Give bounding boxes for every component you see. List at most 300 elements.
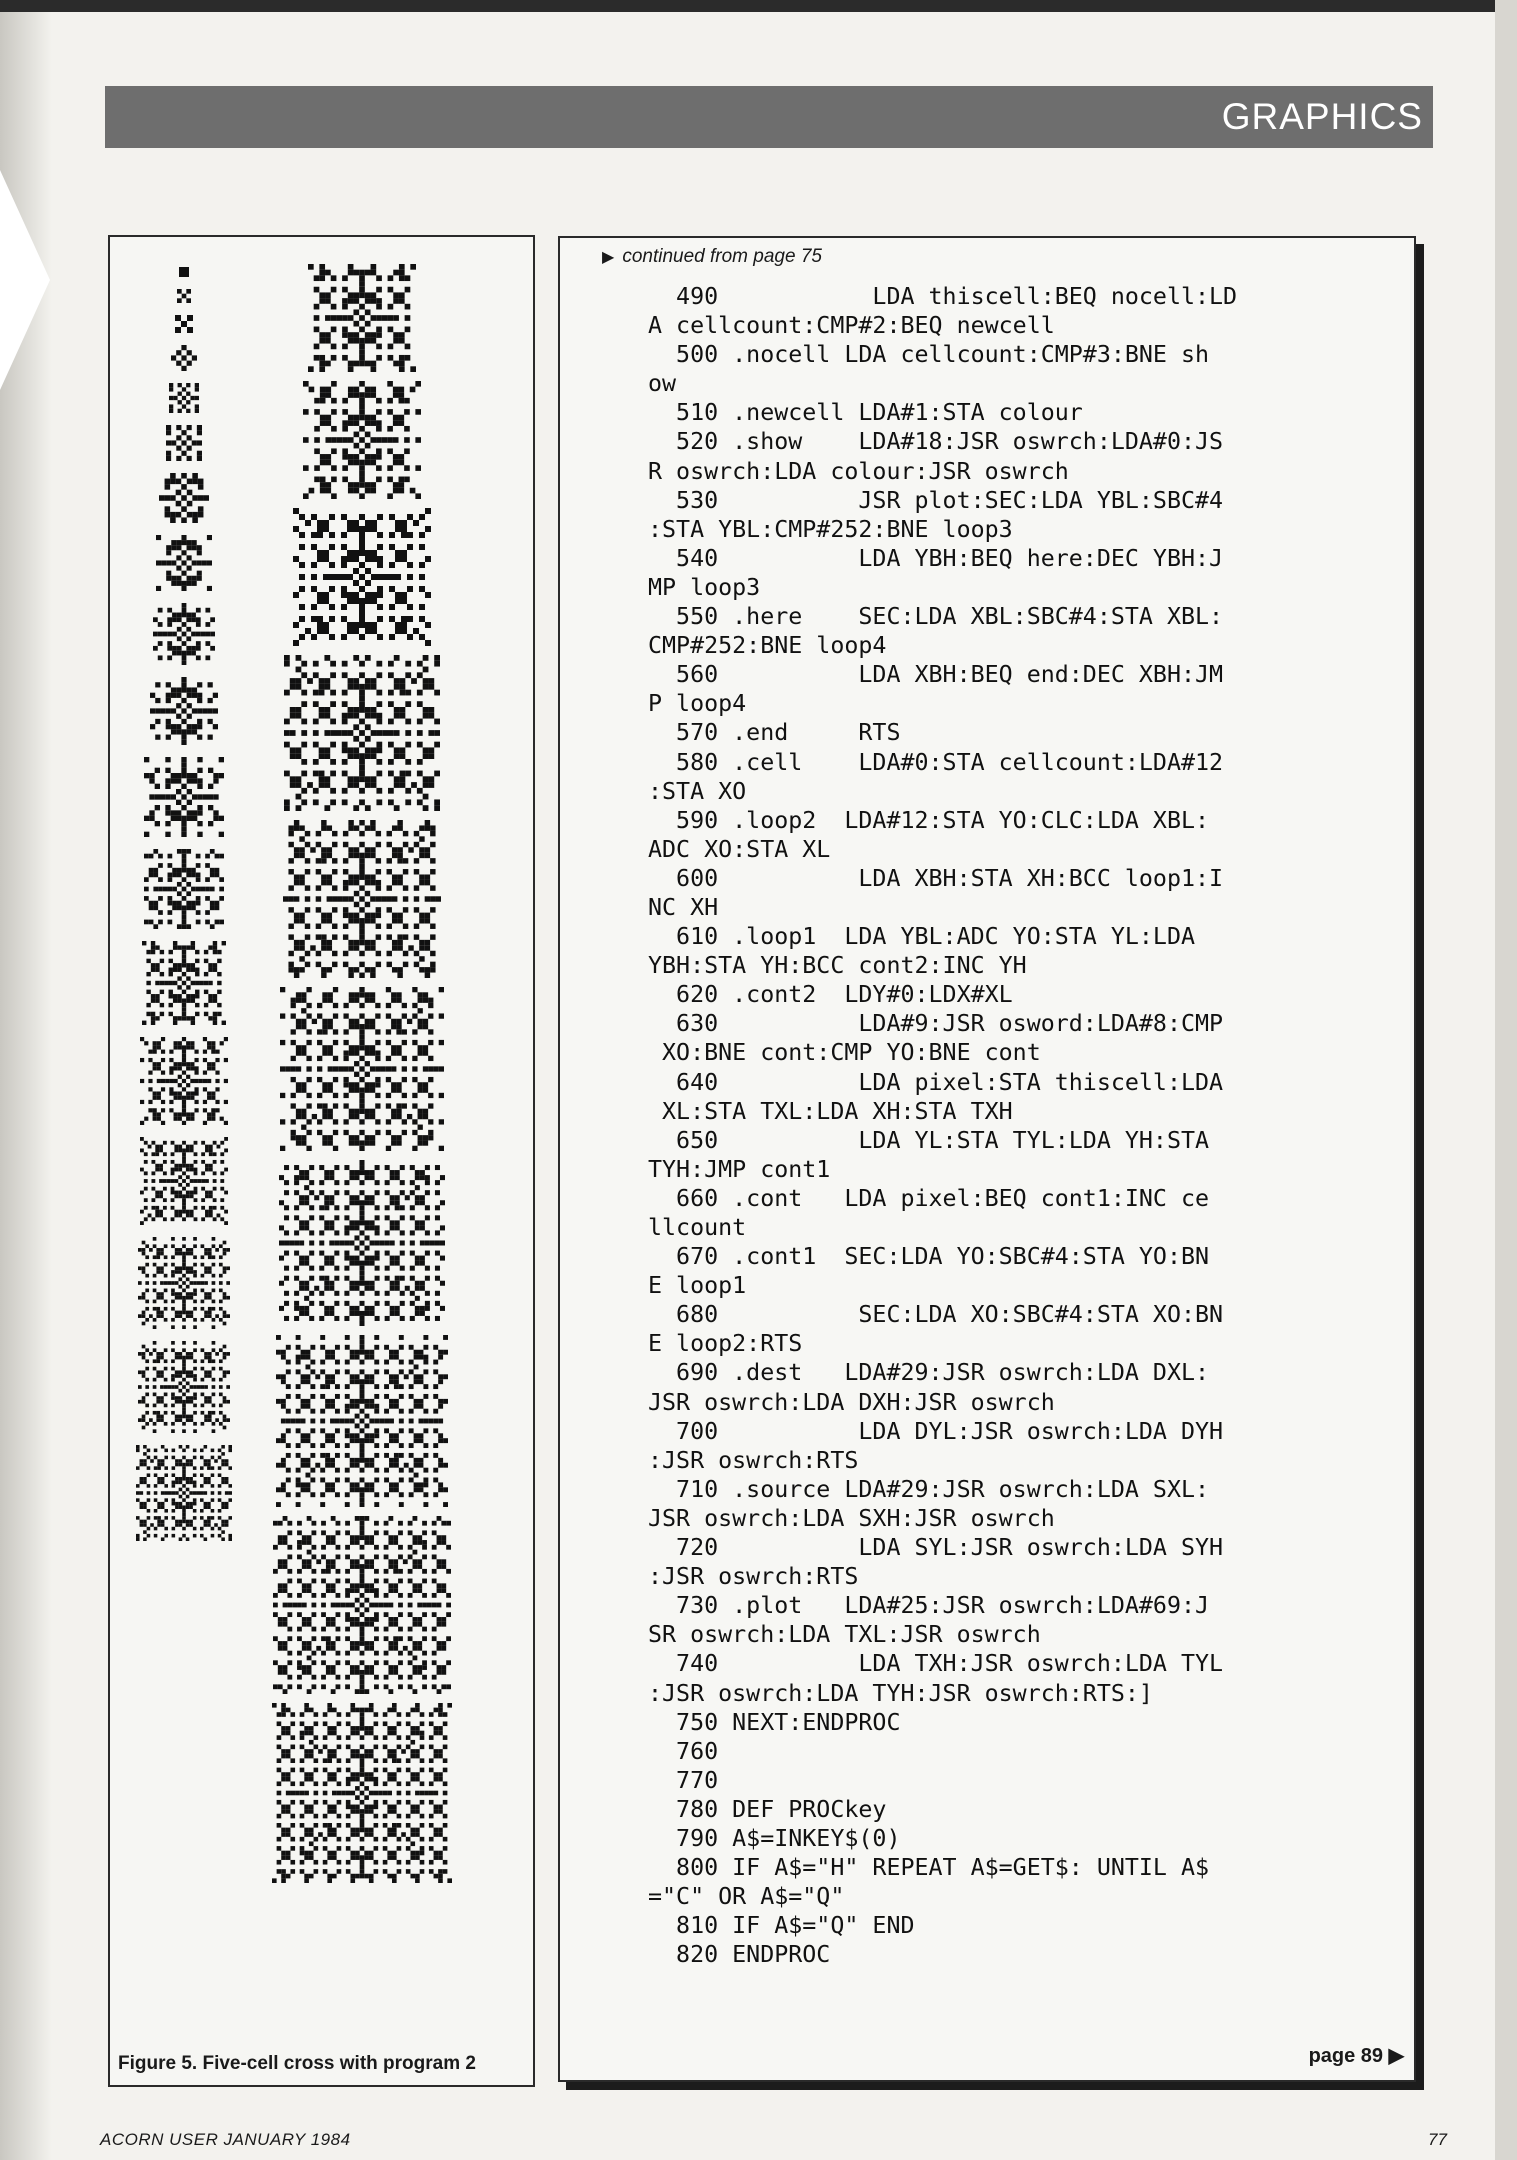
pattern-pixel [190,1266,194,1270]
pattern-pixel [287,1593,292,1598]
pattern-pixel [408,945,413,950]
pattern-pixel [334,1291,339,1296]
pattern-pixel [164,1484,168,1488]
pattern-pixel [299,956,304,961]
pattern-pixel [303,437,309,443]
pattern-pixel [144,920,149,925]
pattern-pixel [157,1096,161,1100]
pattern-pixel [350,1855,355,1860]
pattern-pixel [226,1418,230,1422]
pattern-pixel [337,1768,342,1773]
pattern-pixel [419,586,425,592]
pattern-pixel [441,1617,446,1622]
pattern-pixel [171,1341,175,1345]
pattern-pixel [204,1281,208,1285]
pattern-pixel [432,1579,437,1584]
pattern-pixel [212,1274,216,1278]
pattern-pixel [191,651,196,656]
pattern-pixel [175,1248,179,1252]
pattern-pixel [394,1404,399,1409]
pattern-pixel [186,1445,190,1449]
pattern-pixel [319,361,325,367]
pattern-pixel [353,270,359,276]
pattern-pixel [296,1335,301,1340]
pattern-pixel [182,1318,186,1322]
pattern-pixel [420,1837,425,1842]
pattern-pixel [360,1680,365,1685]
pattern-pixel [359,924,364,929]
pattern-pixel [348,913,353,918]
pattern-pixel [399,1443,404,1448]
pattern-pixel [186,1145,190,1149]
pattern-pixel [365,1170,370,1175]
pattern-pixel [360,1708,365,1713]
pattern-pixel [376,842,381,847]
pattern-pixel [331,304,337,310]
pattern-pixel [415,1874,420,1879]
pattern-pixel [422,1545,427,1550]
pattern-pixel [425,913,430,918]
pattern-pixel [392,1726,397,1731]
pattern-pixel [155,698,160,703]
pattern-pixel [332,885,337,890]
pattern-pixel [164,1367,168,1371]
pattern-pixel [392,880,397,885]
pattern-pixel [323,1846,328,1851]
pattern-pixel [181,540,186,545]
pattern-pixel [320,1384,325,1389]
pattern-pixel [336,1675,341,1680]
pattern-pixel [399,420,405,426]
pattern-pixel [406,1800,411,1805]
pattern-pixel [299,1240,304,1245]
pattern-pixel [394,1458,399,1463]
pattern-pixel [359,776,365,782]
pattern-pixel [430,924,435,929]
pattern-pixel [420,1175,425,1180]
pattern-pixel [405,759,411,765]
pattern-pixel [321,1651,326,1656]
pattern-pixel [171,1198,175,1202]
pattern-pixel [225,1491,229,1495]
pattern-pixel [319,1215,324,1220]
pattern-pixel [320,1443,325,1448]
pattern-pixel [410,1749,415,1754]
pattern-pixel [407,532,413,538]
pattern-pixel [434,1874,439,1879]
pattern-pixel [195,1012,199,1016]
pattern-pixel [205,887,210,892]
pattern-pixel [317,1093,322,1098]
pattern-pixel [350,1458,355,1463]
pattern-pixel [360,1535,365,1540]
code-line: ow [648,370,677,398]
code-line: XO:BNE cont:CMP YO:BNE cont [648,1039,1041,1067]
pattern-pixel [314,304,320,310]
pattern-pixel [305,1433,310,1438]
pattern-pixel [446,1521,451,1526]
pattern-pixel [143,1452,147,1456]
pattern-pixel [157,1066,161,1070]
pattern-pixel [369,1777,374,1782]
pattern-pixel [343,951,348,956]
pattern-pixel [151,1206,155,1210]
pattern-pixel [181,794,186,799]
pattern-pixel [360,1745,365,1750]
pattern-pixel [204,1481,208,1485]
pattern-pixel [222,1021,226,1025]
pattern-pixel [345,1433,350,1438]
pattern-pixel [171,1141,175,1145]
pattern-pixel [224,1221,228,1225]
pattern-pixel [370,420,376,426]
pattern-pixel [223,1248,227,1252]
pattern-pixel [342,730,348,736]
pattern-pixel [429,1712,434,1717]
pattern-pixel [156,1314,160,1318]
pattern-pixel [360,1521,365,1526]
pattern-pixel [314,437,320,443]
pattern-pixel [395,1306,400,1311]
pattern-pixel [401,1832,406,1837]
pattern-pixel [208,1314,212,1318]
pattern-pixel [201,1281,205,1285]
pattern-pixel [370,488,376,494]
pattern-pixel [355,1433,360,1438]
pattern-pixel [420,1860,425,1865]
pattern-pixel [181,719,186,724]
pattern-pixel [164,1281,168,1285]
pattern-pixel [408,1684,413,1689]
code-line: 550 .here SEC:LDA XBL:SBC#4:STA XBL: [648,603,1224,631]
pattern-pixel [414,885,419,890]
pattern-pixel [438,1482,443,1487]
pattern-pixel [434,730,440,736]
pattern-pixel [399,270,405,276]
pattern-pixel [360,1726,365,1731]
pattern-pixel [340,1603,345,1608]
pattern-pixel [432,1530,437,1535]
pattern-pixel [391,1088,396,1093]
pattern-pixel [178,1270,182,1274]
pattern-pixel [168,920,173,925]
pattern-pixel [284,690,290,696]
pattern-pixel [423,794,429,800]
pattern-pixel [400,690,406,696]
pattern-pixel [419,532,425,538]
pattern-pixel [437,1641,442,1646]
pattern-pixel [376,869,381,874]
pattern-pixel [374,1791,379,1796]
pattern-pixel [178,409,182,413]
pattern-pixel [286,1409,291,1414]
pattern-pixel [303,465,309,471]
pattern-pixel [395,592,401,598]
pattern-pixel [346,1712,351,1717]
pattern-pixel [423,1419,428,1424]
pattern-pixel [305,962,310,967]
pattern-pixel [310,1443,315,1448]
pattern-pixel [290,747,296,753]
pattern-pixel [365,902,370,907]
pattern-pixel [225,1520,229,1524]
page-right-edge [1495,0,1517,2160]
pattern-pixel [370,874,375,879]
pattern-pixel [425,508,431,514]
pattern-pixel [398,1579,403,1584]
pattern-pixel [414,1433,419,1438]
pattern-pixel [168,877,173,882]
pattern-pixel [160,1400,164,1404]
pattern-pixel [387,842,392,847]
pattern-pixel [182,1513,186,1517]
pattern-pixel [394,1487,399,1492]
pattern-pixel [374,1478,379,1483]
pattern-pixel [440,1256,445,1261]
pattern-pixel [192,576,197,581]
pattern-pixel [379,1419,384,1424]
pattern-pixel [359,586,365,592]
pattern-pixel [155,994,159,998]
pattern-pixel [310,1345,315,1350]
pattern-pixel [144,832,149,837]
pattern-pixel [297,1540,302,1545]
pattern-pixel [360,1530,365,1535]
pattern-pixel [405,661,411,667]
pattern-pixel [364,1350,369,1355]
pattern-pixel [397,1758,402,1763]
pattern-pixel [327,1851,332,1856]
pattern-pixel [286,1394,291,1399]
pattern-pixel [359,1130,364,1135]
pattern-pixel [407,562,413,568]
pattern-pixel [218,1456,222,1460]
pattern-pixel [371,622,377,628]
pattern-pixel [438,1703,443,1708]
pattern-pixel [171,1411,175,1415]
pattern-pixel [331,344,337,350]
pattern-pixel [186,1370,190,1374]
pattern-pixel [360,1502,365,1507]
cross-pattern [301,379,423,501]
pattern-pixel [174,1117,178,1121]
pattern-pixel [314,355,320,361]
pattern-pixel [360,1468,365,1473]
pattern-pixel [389,1482,394,1487]
pattern-pixel [398,1530,403,1535]
pattern-pixel [178,1415,182,1419]
pattern-pixel [364,1777,369,1782]
pattern-pixel [422,1612,427,1617]
pattern-pixel [350,1754,355,1759]
pattern-pixel [300,1758,305,1763]
pattern-pixel [156,560,161,565]
pattern-pixel [221,1459,225,1463]
pattern-pixel [343,1093,348,1098]
pattern-pixel [364,1708,369,1713]
pattern-pixel [299,825,304,830]
pattern-pixel [299,574,305,580]
pattern-pixel [148,1145,152,1149]
pattern-pixel [201,1274,205,1278]
pattern-pixel [302,1588,307,1593]
pattern-pixel [301,1082,306,1087]
pattern-pixel [394,782,400,788]
pattern-pixel [195,396,199,400]
pattern-pixel [359,538,365,544]
pattern-pixel [331,426,337,432]
pattern-pixel [353,332,359,338]
pattern-pixel [174,1214,178,1218]
pattern-pixel [186,1505,190,1509]
pattern-pixel [158,632,163,637]
pattern-pixel [355,1355,360,1360]
pattern-pixel [370,1082,375,1087]
pattern-pixel [198,506,204,512]
pattern-pixel [193,1292,197,1296]
pattern-pixel [365,432,371,438]
pattern-pixel [397,874,402,879]
pattern-pixel [402,1029,407,1034]
pattern-pixel [374,1805,379,1810]
pattern-pixel [321,1636,326,1641]
pattern-pixel [414,1364,419,1369]
pattern-pixel [208,719,213,724]
pattern-pixel [422,1636,427,1641]
pattern-pixel [140,1520,144,1524]
pattern-pixel [336,1593,341,1598]
pattern-pixel [393,437,399,443]
pattern-pixel [410,1215,415,1220]
pattern-pixel [171,1171,175,1175]
pattern-pixel [331,1617,336,1622]
pattern-pixel [155,708,160,713]
pattern-pixel [172,873,177,878]
pattern-pixel [321,973,326,978]
pattern-pixel [376,896,381,901]
pattern-pixel [186,1117,190,1121]
pattern-pixel [441,1521,446,1526]
pattern-pixel [443,1758,448,1763]
pattern-pixel [364,1607,369,1612]
pattern-pixel [315,1374,320,1379]
pattern-pixel [413,1540,418,1545]
pattern-pixel [384,1384,389,1389]
pattern-pixel [196,622,201,627]
pattern-pixel [365,1024,370,1029]
pattern-pixel [349,1088,354,1093]
pattern-pixel [359,690,365,696]
pattern-pixel [182,1194,186,1198]
pattern-pixel [143,1530,147,1534]
pattern-pixel [406,1823,411,1828]
pattern-pixel [387,858,392,863]
pattern-pixel [385,1230,390,1235]
pattern-pixel [173,1021,177,1025]
pattern-pixel [279,1200,284,1205]
pattern-pixel [178,1418,182,1422]
pattern-pixel [305,1350,310,1355]
pattern-pixel [391,1109,396,1114]
pattern-pixel [186,1148,190,1152]
pattern-pixel [200,1498,204,1502]
pattern-pixel [395,1256,400,1261]
pattern-pixel [397,820,402,825]
pattern-pixel [364,1516,369,1521]
pattern-pixel [179,1520,183,1524]
pattern-pixel [408,1651,413,1656]
pattern-pixel [165,810,170,815]
code-listing-panel [558,236,1416,2082]
pattern-pixel [408,1593,413,1598]
pattern-pixel [354,874,359,879]
pattern-pixel [394,753,400,759]
pattern-pixel [392,1851,397,1856]
pattern-pixel [304,1777,309,1782]
pattern-pixel [411,678,417,684]
pattern-pixel [322,1045,327,1050]
pattern-pixel [365,724,371,730]
pattern-pixel [156,1352,160,1356]
pattern-pixel [306,1077,311,1082]
pattern-pixel [377,592,383,598]
pattern-pixel [364,1665,369,1670]
pattern-pixel [305,1379,310,1384]
pattern-pixel [219,1378,223,1382]
pattern-pixel [405,287,411,293]
pattern-pixel [320,1409,325,1414]
pattern-pixel [423,1502,428,1507]
code-line: 790 A$=INKEY$(0) [648,1824,901,1852]
pattern-pixel [208,1356,212,1360]
pattern-pixel [429,1860,434,1865]
pattern-pixel [223,1314,227,1318]
pattern-pixel [323,1712,328,1717]
pattern-pixel [204,1012,208,1016]
pattern-pixel [365,1225,370,1230]
pattern-pixel [146,990,150,994]
pattern-pixel [174,1041,178,1045]
pattern-pixel [327,853,332,858]
pattern-pixel [413,1564,418,1569]
pattern-pixel [375,1093,380,1098]
pattern-pixel [309,1316,314,1321]
pattern-pixel [419,1458,424,1463]
pattern-pixel [394,776,400,782]
pattern-pixel [286,1805,291,1810]
pattern-pixel [149,778,154,783]
pattern-pixel [311,1684,316,1689]
pattern-pixel [349,992,354,997]
pattern-pixel [153,1045,157,1049]
pattern-pixel [178,1285,182,1289]
pattern-pixel [359,1210,364,1215]
code-line: 520 .show LDA#18:JSR oswrch:LDA#0:JS [648,428,1224,456]
pattern-pixel [280,1146,285,1151]
pattern-pixel [369,1588,374,1593]
pattern-pixel [332,858,337,863]
pattern-pixel [395,1200,400,1205]
pattern-pixel [153,1404,157,1408]
pattern-pixel [182,641,187,646]
pattern-pixel [400,1230,405,1235]
pattern-pixel [191,945,195,949]
pattern-pixel [374,1530,379,1535]
pattern-pixel [314,1712,319,1717]
pattern-pixel [310,847,315,852]
pattern-pixel [192,581,197,586]
pattern-pixel [189,1481,193,1485]
